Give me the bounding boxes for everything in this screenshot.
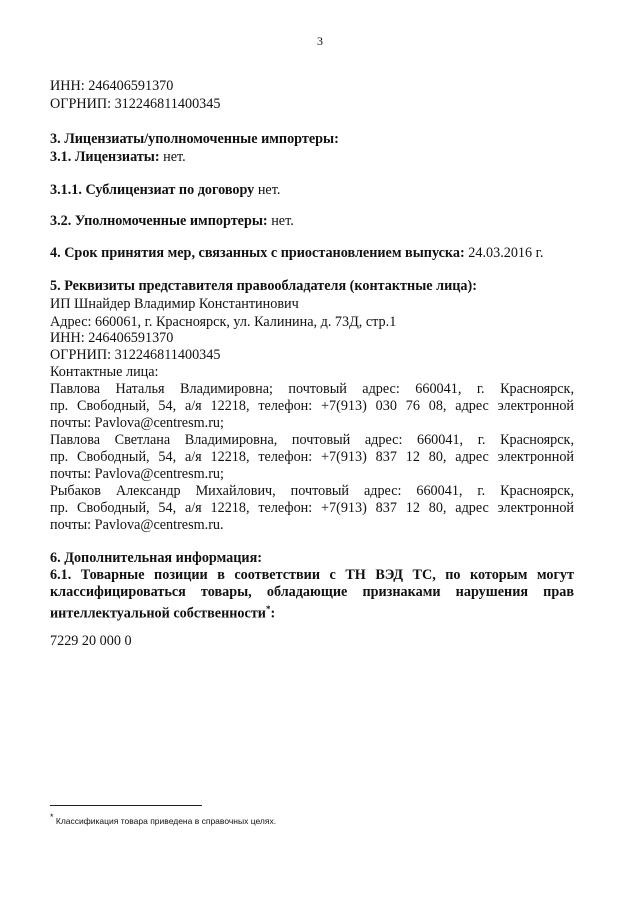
section-6-1-line-3: [50, 600, 275, 623]
section-3-2-value: нет.: [267, 213, 294, 229]
footnote: [50, 812, 276, 826]
contact-3-line-3: почты: Pavlova@centresm.ru.: [50, 517, 224, 533]
contact-1-line-2: пр. Свободный, 54, а/я 12218, телефон: +7(913) 030 76 08, адрес электронной: [50, 398, 574, 414]
section-6-1-line-3-text: интеллектуальной собственности: [50, 605, 266, 622]
footnote-mark: *: [50, 812, 54, 822]
contact-2-line-2: пр. Свободный, 54, а/я 12218, телефон: +7(913) 837 12 80, адрес электронной: [50, 449, 574, 465]
contact-2-line-3: почты: Pavlova@centresm.ru;: [50, 466, 224, 482]
representative-inn: ИНН: 246406591370: [50, 330, 174, 346]
footnote-reference-mark: *: [265, 604, 271, 614]
contact-3-line-1: Рыбаков Александр Михайлович, почтовый адрес: 660041, г. Красноярск,: [50, 483, 574, 499]
representative-address: Адрес: 660061, г. Красноярск, ул. Калинина, д. 73Д, стр.1: [50, 314, 397, 330]
representative-ogrnip: ОГРНИП: 312246811400345: [50, 347, 221, 363]
contact-1-line-1: Павлова Наталья Владимировна; почтовый адрес: 660041, г. Красноярск,: [50, 381, 574, 397]
footnote-text: Классификация товара приведена в справочных целях.: [53, 815, 277, 826]
contacts-label: Контактные лица:: [50, 364, 159, 380]
section-3-1-1-value: нет.: [254, 182, 281, 198]
section-4-label: 4. Срок принятия мер, связанных с приостановлением выпуска:: [50, 245, 465, 261]
contact-3-line-2: пр. Свободный, 54, а/я 12218, телефон: +7(913) 837 12 80, адрес электронной: [50, 500, 574, 516]
section-3-1: [50, 148, 186, 166]
representative-name: ИП Шнайдер Владимир Константинович: [50, 296, 299, 312]
section-4-value: 24.03.2016 г.: [464, 245, 544, 261]
top-ogrnip: ОГРНИП: 312246811400345: [50, 96, 221, 112]
section-3-2-label: 3.2. Уполномоченные импортеры:: [50, 213, 268, 229]
section-6-heading: 6. Дополнительная информация:: [50, 550, 262, 566]
section-3-1-value: нет.: [159, 149, 186, 165]
section-3-2: [50, 212, 294, 230]
section-4: [50, 244, 543, 262]
section-3-1-1-label: 3.1.1. Сублицензиат по договору: [50, 182, 255, 198]
contact-1-line-3: почты: Pavlova@centresm.ru;: [50, 415, 224, 431]
section-5-heading: 5. Реквизиты представителя правообладателя (контактные лица):: [50, 278, 477, 294]
section-3-heading: 3. Лицензиаты/уполномоченные импортеры:: [50, 131, 339, 147]
section-6-1-line-1: 6.1. Товарные позиции в соответствии с ТН ВЭД ТС, по которым могут: [50, 567, 574, 583]
footnote-divider: [50, 805, 202, 806]
section-3-1-label: 3.1. Лицензиаты:: [50, 149, 160, 165]
page-number: 3: [317, 34, 323, 48]
section-3-1-1: [50, 181, 280, 199]
contact-2-line-1: Павлова Светлана Владимировна, почтовый адрес: 660041, г. Красноярск,: [50, 432, 574, 448]
tnved-code: 7229 20 000 0: [50, 633, 132, 649]
section-6-1-line-3-colon: :: [270, 605, 276, 622]
section-6-1-line-2: классифицироваться товары, обладающие признаками нарушения прав: [50, 584, 574, 600]
top-inn: ИНН: 246406591370: [50, 78, 174, 94]
